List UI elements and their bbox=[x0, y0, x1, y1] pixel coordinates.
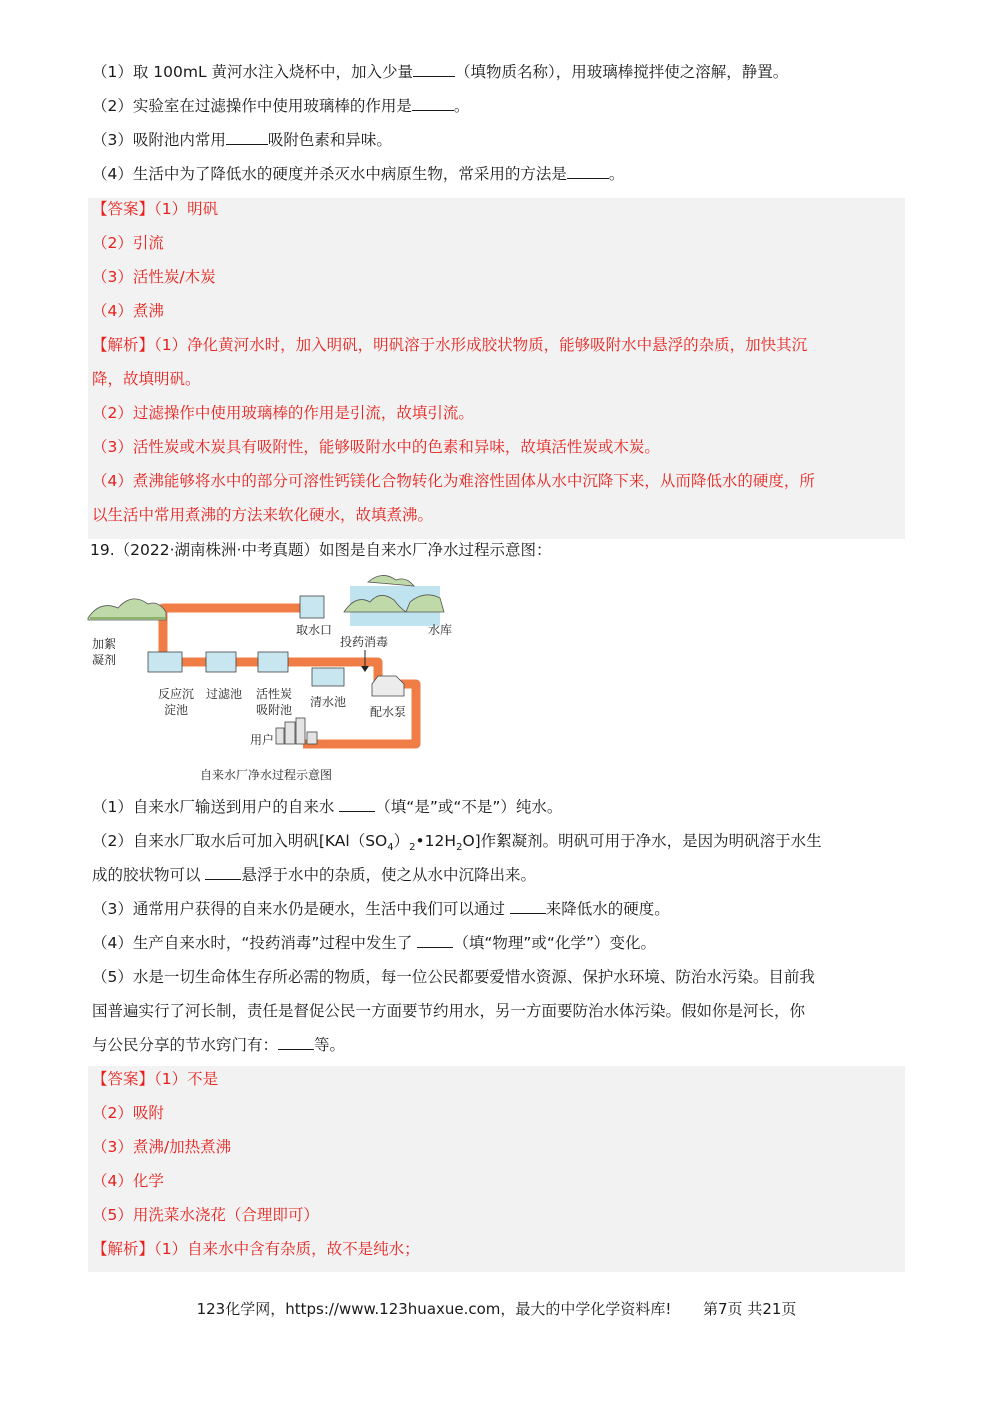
analysis-18-1a: 【解析】（1）净化黄河水时，加入明矾，明矾溶于水形成胶状物质，能够吸附水中悬浮的杂质，加快其沉 bbox=[92, 336, 808, 354]
analysis-18-4b: 以生活中常用煮沸的方法来软化硬水，故填煮沸。 bbox=[92, 506, 434, 524]
analysis-19-1: 【解析】（1）自来水中含有杂质，故不是纯水； bbox=[92, 1240, 420, 1258]
answer-blank bbox=[413, 62, 455, 77]
user-buildings bbox=[276, 718, 317, 744]
label-pump: 配水泵 bbox=[370, 705, 407, 719]
q19-part4: （4）生产自来水时，“投药消毒”过程中发生了 （填“物理”或“化学”）变化。 bbox=[92, 934, 656, 952]
answer-19-1: 【答案】（1）不是 bbox=[92, 1070, 219, 1088]
q19-part3: （3）通常用户获得的自来水仍是硬水，生活中我们可以通过 来降低水的硬度。 bbox=[92, 900, 670, 918]
q19-part5c: 与公民分享的节水窍门有： 等。 bbox=[92, 1036, 346, 1054]
answer-19-4: （4）化学 bbox=[92, 1172, 164, 1190]
hills-left bbox=[88, 599, 166, 620]
q19-part2a: （2）自来水厂取水后可加入明矾$[KAl(SO_4)_2•12H_2O]$作絮凝剂。明矾可用于净水，是因为明矾溶于水生 bbox=[92, 832, 822, 854]
analysis-18-4a: （4）煮沸能够将水中的部分可溶性钙镁化合物转化为难溶性固体从水中沉降下来，从而降低水的硬度，所 bbox=[92, 472, 815, 490]
question-19-head: 19.（2022·湖南株洲·中考真题）如图是自来水厂净水过程示意图： bbox=[90, 541, 552, 559]
analysis-18-3: （3）活性炭或木炭具有吸附性，能够吸附水中的色素和异味，故填活性炭或木炭。 bbox=[92, 438, 660, 456]
q19-part1: （1）自来水厂输送到用户的自来水 （填“是”或“不是”）纯水。 bbox=[92, 798, 563, 816]
label-intake: 取水口 bbox=[296, 623, 333, 637]
answer-blank bbox=[412, 96, 454, 111]
diagram-caption: 自来水厂净水过程示意图 bbox=[200, 768, 333, 782]
q19-part2b: 成的胶状物可以 悬浮于水中的杂质，使之从水中沉降出来。 bbox=[92, 866, 536, 884]
label-user: 用户 bbox=[250, 733, 275, 747]
analysis-18-1b: 降，故填明矾。 bbox=[92, 370, 201, 388]
label-reaction-1: 反应沉 bbox=[158, 687, 195, 701]
answer-19-5: （5）用洗菜水浇花（合理即可） bbox=[92, 1206, 319, 1224]
carbon-tank bbox=[258, 652, 288, 672]
q18-part2: （2）实验室在过滤操作中使用玻璃棒的作用是 。 bbox=[92, 97, 470, 115]
answer-blank bbox=[339, 797, 375, 812]
answer-blank bbox=[417, 933, 453, 948]
answer-18-2: （2）引流 bbox=[92, 234, 164, 252]
label-filter: 过滤池 bbox=[206, 687, 243, 701]
filter-tank bbox=[206, 652, 236, 672]
water-treatment-diagram bbox=[88, 572, 453, 787]
answer-blank bbox=[567, 164, 609, 179]
q19-part5a: （5）水是一切生命体生存所必需的物质，每一位公民都要爱惜水资源、保护水环境、防治水污染。目前我 bbox=[92, 968, 815, 986]
clean-water-tank bbox=[312, 668, 344, 686]
answer-18-3: （3）活性炭/木炭 bbox=[92, 268, 216, 286]
intake-box bbox=[300, 596, 324, 618]
tanks bbox=[148, 652, 344, 686]
label-reservoir: 水库 bbox=[428, 623, 453, 637]
label-coagulant-1: 加絮 bbox=[92, 637, 117, 651]
label-reaction-2: 淀池 bbox=[164, 703, 189, 717]
label-carbon-1: 活性炭 bbox=[256, 687, 293, 701]
q18-part3: （3）吸附池内常用 吸附色素和异味。 bbox=[92, 131, 392, 149]
label-coagulant-2: 凝剂 bbox=[92, 653, 117, 667]
label-dosing: 投药消毒 bbox=[340, 635, 389, 649]
q18-part4: （4）生活中为了降低水的硬度并杀灭水中病原生物，常采用的方法是 。 bbox=[92, 165, 625, 183]
q18-part1: （1）取 100mL 黄河水注入烧杯中，加入少量 （填物质名称），用玻璃棒搅拌使之溶解，静置。 bbox=[92, 63, 789, 81]
answer-18-1: 【答案】（1）明矾 bbox=[92, 200, 219, 218]
reaction-tank bbox=[148, 652, 182, 672]
answer-blank bbox=[226, 130, 268, 145]
answer-blank bbox=[278, 1035, 314, 1050]
label-carbon-2: 吸附池 bbox=[256, 703, 293, 717]
page-footer bbox=[0, 1298, 993, 1319]
answer-19-2: （2）吸附 bbox=[92, 1104, 164, 1122]
footer-site-text: 123化学网，https://www.123huaxue.com，最大的中学化学资料库! bbox=[196, 1300, 672, 1318]
label-clean-water: 清水池 bbox=[310, 695, 347, 709]
answer-blank bbox=[510, 899, 546, 914]
q19-part5b: 国普遍实行了河长制，责任是督促公民一方面要节约用水，另一方面要防治水体污染。假如你是河长，你 bbox=[92, 1002, 806, 1020]
pump bbox=[372, 676, 404, 696]
reservoir bbox=[344, 575, 444, 626]
analysis-18-2: （2）过滤操作中使用玻璃棒的作用是引流，故填引流。 bbox=[92, 404, 474, 422]
page-number: 第7页 共21页 bbox=[703, 1300, 797, 1318]
answer-blank bbox=[205, 865, 241, 880]
answer-18-4: （4）煮沸 bbox=[92, 302, 164, 320]
answer-19-3: （3）煮沸/加热煮沸 bbox=[92, 1138, 232, 1156]
